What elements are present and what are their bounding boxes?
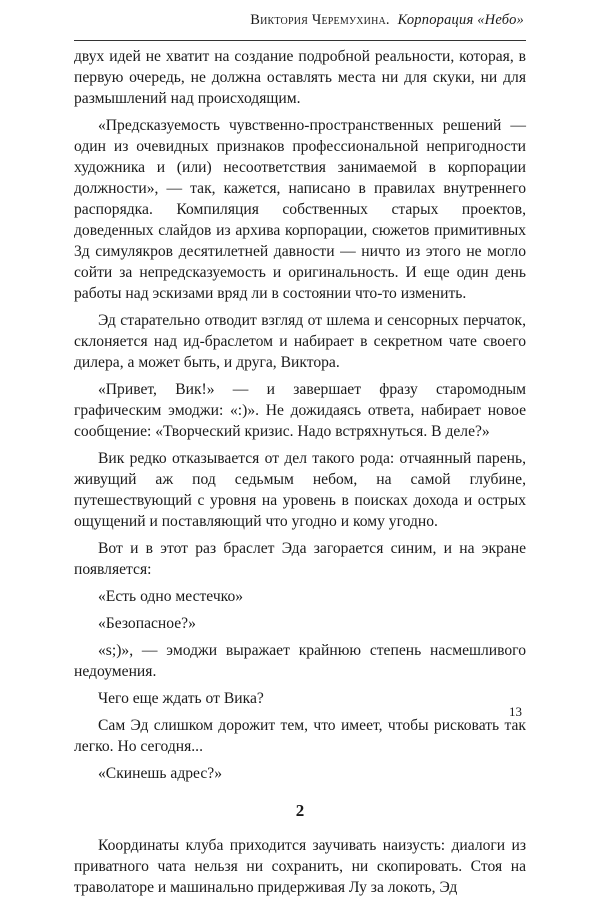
paragraph: Вик редко отказывается от дел такого рода: отчаянный парень, живущий аж под седьмым небом, на самой глубине, путешествующий с уровня на уровень в поисках дохода и острых ощущений и поставляющий что угодно и кому угодно. [74, 450, 526, 530]
header-author: Виктория Черемухина [250, 12, 386, 28]
header-separator: . [385, 12, 390, 28]
body-text [74, 46, 526, 904]
paragraph: «Скинешь адрес?» [98, 765, 223, 782]
paragraph: двух идей не хватит на создание подробной реальности, которая, в первую очередь, не должна оставлять места ни для скуки, ни для размышлений над происходящим. [74, 48, 526, 107]
paragraph: Вот и в этот раз браслет Эда загорается синим, и на экране появляется: [74, 540, 526, 578]
paragraph: Эд старательно отводит взгляд от шлема и сенсорных перчаток, склоняется над ид-браслетом и набирает в секретном чате своего дилера, а может быть, и друга, Виктора. [74, 312, 526, 371]
paragraph: «Есть одно местечко» [98, 588, 244, 605]
paragraph: «Безопасное?» [98, 615, 196, 632]
chapter-number: 2 [295, 801, 305, 820]
running-header [250, 12, 524, 29]
page-number: 13 [509, 704, 522, 719]
paragraph: Сам Эд слишком дорожит тем, что имеет, чтобы рисковать так легко. Но сегодня... [74, 717, 526, 755]
header-book-title: Корпорация «Небо» [397, 12, 524, 28]
paragraph: Координаты клуба приходится заучивать наизусть: диалоги из приватного чата нельзя ни сохранить, ни скопировать. Стоя на траволаторе и машинально придерживая Лу за локоть, Эд [74, 837, 526, 896]
header-rule [74, 40, 526, 41]
paragraph: Чего еще ждать от Вика? [98, 690, 264, 707]
paragraph: «s;)», — эмоджи выражает крайнюю степень насмешливого недоумения. [74, 642, 526, 680]
paragraph: «Предсказуемость чувственно-пространственных решений — один из очевидных признаков профессиональной непригодности художника и (или) несоответствия занимаемой в корпорации должности», — так, кажется, написано в правилах внутреннего распорядка. Компиляция собственных старых проектов, доведенных слайдов из архива корпорации, сюжетов примитивных 3д симулякров десятилетней давности — ничто из этого не могло сойти за непредсказуемость и оригинальность. И еще один день работы над эскизами вряд ли в состоянии что-то изменить. [74, 117, 526, 302]
paragraph: «Привет, Вик!» — и завершает фразу старомодным графическим эмоджи: «:)». Не дожидаясь ответа, набирает новое сообщение: «Творческий кризис. Надо встряхнуться. В деле?» [74, 381, 526, 440]
